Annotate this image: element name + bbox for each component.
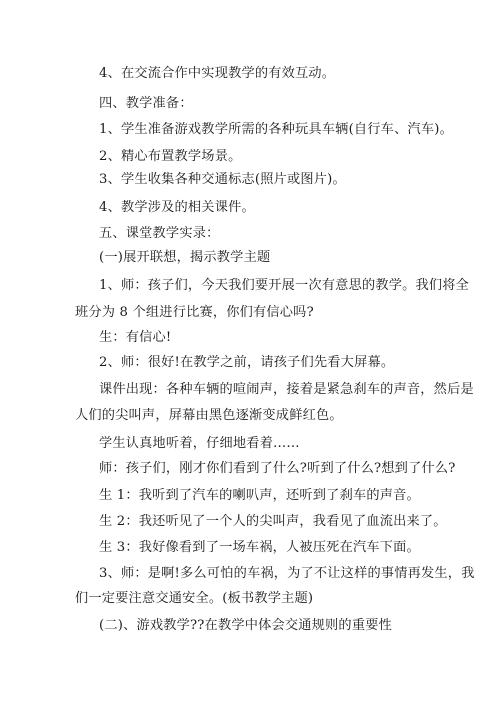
text-line: 4、教学涉及的相关课件。 [99, 200, 255, 215]
text-line: 生 1：我听到了汽车的喇叭声，还听到了刹车的声音。 [99, 488, 420, 503]
text-line: 班分为 8 个组进行比赛，你们有信心吗? [75, 305, 314, 320]
text-line: 生：有信心! [99, 330, 172, 345]
text-line: 生 2：我还听见了一个人的尖叫声，我看见了血流出来了。 [99, 514, 447, 529]
text-line: 生 3：我好像看到了一场车祸，人被压死在汽车下面。 [99, 540, 420, 555]
text-line: 3、师：是啊!多么可怕的车祸，为了不让这样的事情再发生，我 [99, 566, 475, 581]
subsection-heading: (二)、游戏教学??在教学中体会交通规则的重要性 [99, 618, 392, 633]
text-line: 1、学生准备游戏教学所需的各种玩具车辆(自行车、汽车)。 [99, 122, 453, 137]
text-line: 1、师：孩子们，今天我们要开展一次有意思的教学。我们将全 [99, 278, 470, 293]
text-line: 4、在交流合作中实现教学的有效互动。 [99, 66, 336, 81]
section-heading: 五、课堂教学实录： [99, 226, 220, 241]
text-line: 学生认真地听着，仔细地看着…… [99, 436, 300, 451]
section-heading: 四、教学准备： [99, 96, 193, 111]
text-line: 人们的尖叫声，屏幕由黑色逐渐变成鲜红色。 [75, 408, 343, 423]
text-line: 2、师：很好!在教学之前，请孩子们先看大屏幕。 [99, 355, 395, 370]
text-line: 3、学生收集各种交通标志(照片或图片)。 [99, 172, 346, 187]
text-line: 2、精心布置教学场景。 [99, 149, 242, 164]
text-line: 师：孩子们，刚才你们看到了什么?听到了什么?想到了什么? [99, 461, 456, 476]
text-line: 课件出现：各种车辆的喧闹声，接着是紧急刹车的声音，然后是 [99, 382, 474, 397]
subsection-heading: (一)展开联想，揭示教学主题 [99, 250, 271, 265]
text-line: 们一定要注意交通安全。(板书教学主题) [75, 591, 314, 606]
